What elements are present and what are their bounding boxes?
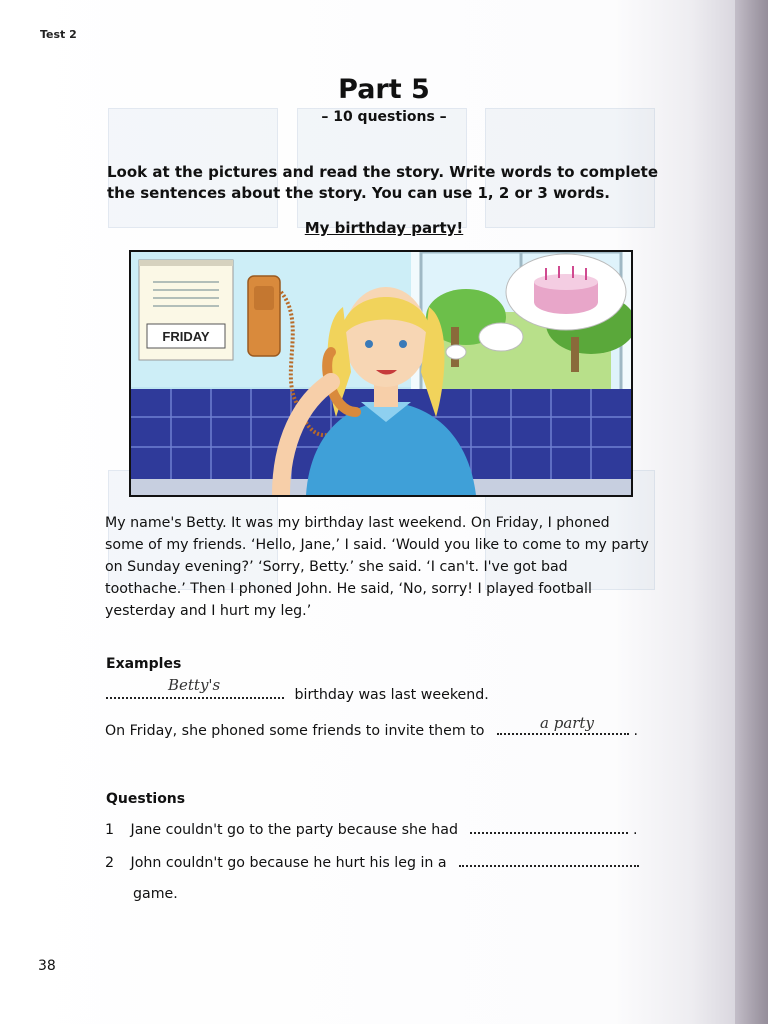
question-1-text: Jane couldn't go to the party because she had xyxy=(130,822,458,838)
question-1-end: . xyxy=(632,822,638,838)
part-title: Part 5 xyxy=(338,74,430,105)
part-subtitle: – 10 questions – xyxy=(321,109,447,125)
answer-line-2[interactable] xyxy=(459,851,639,867)
instructions: Look at the pictures and read the story. Write words to complete the sentences about the story. You can use 1, 2 or 3 words. xyxy=(107,163,659,202)
examples-heading: Examples xyxy=(106,656,182,672)
example-2-answer: a party xyxy=(540,714,594,732)
question-number: 1 xyxy=(105,822,115,838)
question-1 xyxy=(105,818,638,838)
example-2-text: On Friday, she phoned some friends to invite them to xyxy=(105,723,485,739)
story-illustration xyxy=(129,250,633,497)
question-2-continuation: game. xyxy=(133,886,178,902)
example-1-answer: Betty's xyxy=(168,676,221,694)
girl-on-phone-picture xyxy=(131,252,631,495)
story-title: My birthday party! xyxy=(304,219,464,237)
questions-heading: Questions xyxy=(106,791,186,807)
book-spine-shadow xyxy=(735,0,768,1024)
page-number: 38 xyxy=(38,958,56,974)
story-text: My name's Betty. It was my birthday last weekend. On Friday, I phoned some of my friends. ‘Hello, Jane,’ I said. ‘Would you like to come to my party on Sunday evening?’ ‘Sorry, Betty.’ she said. ‘I can't. I've got bad toothache.’ Then I phoned John. He said, ‘No, sorry! I played football yesterday and I hurt my leg.’ xyxy=(105,515,649,619)
calendar xyxy=(139,260,233,360)
answer-line-1[interactable] xyxy=(470,818,628,834)
example-2-end: . xyxy=(633,723,638,739)
question-2-text: John couldn't go because he hurt his leg in a xyxy=(130,855,447,871)
test-label: Test 2 xyxy=(40,28,77,41)
question-2 xyxy=(105,851,639,871)
example-1-text: birthday was last weekend. xyxy=(294,687,489,703)
question-number: 2 xyxy=(105,855,115,871)
example-1 xyxy=(106,683,489,703)
calendar-label: FRIDAY xyxy=(162,329,210,344)
